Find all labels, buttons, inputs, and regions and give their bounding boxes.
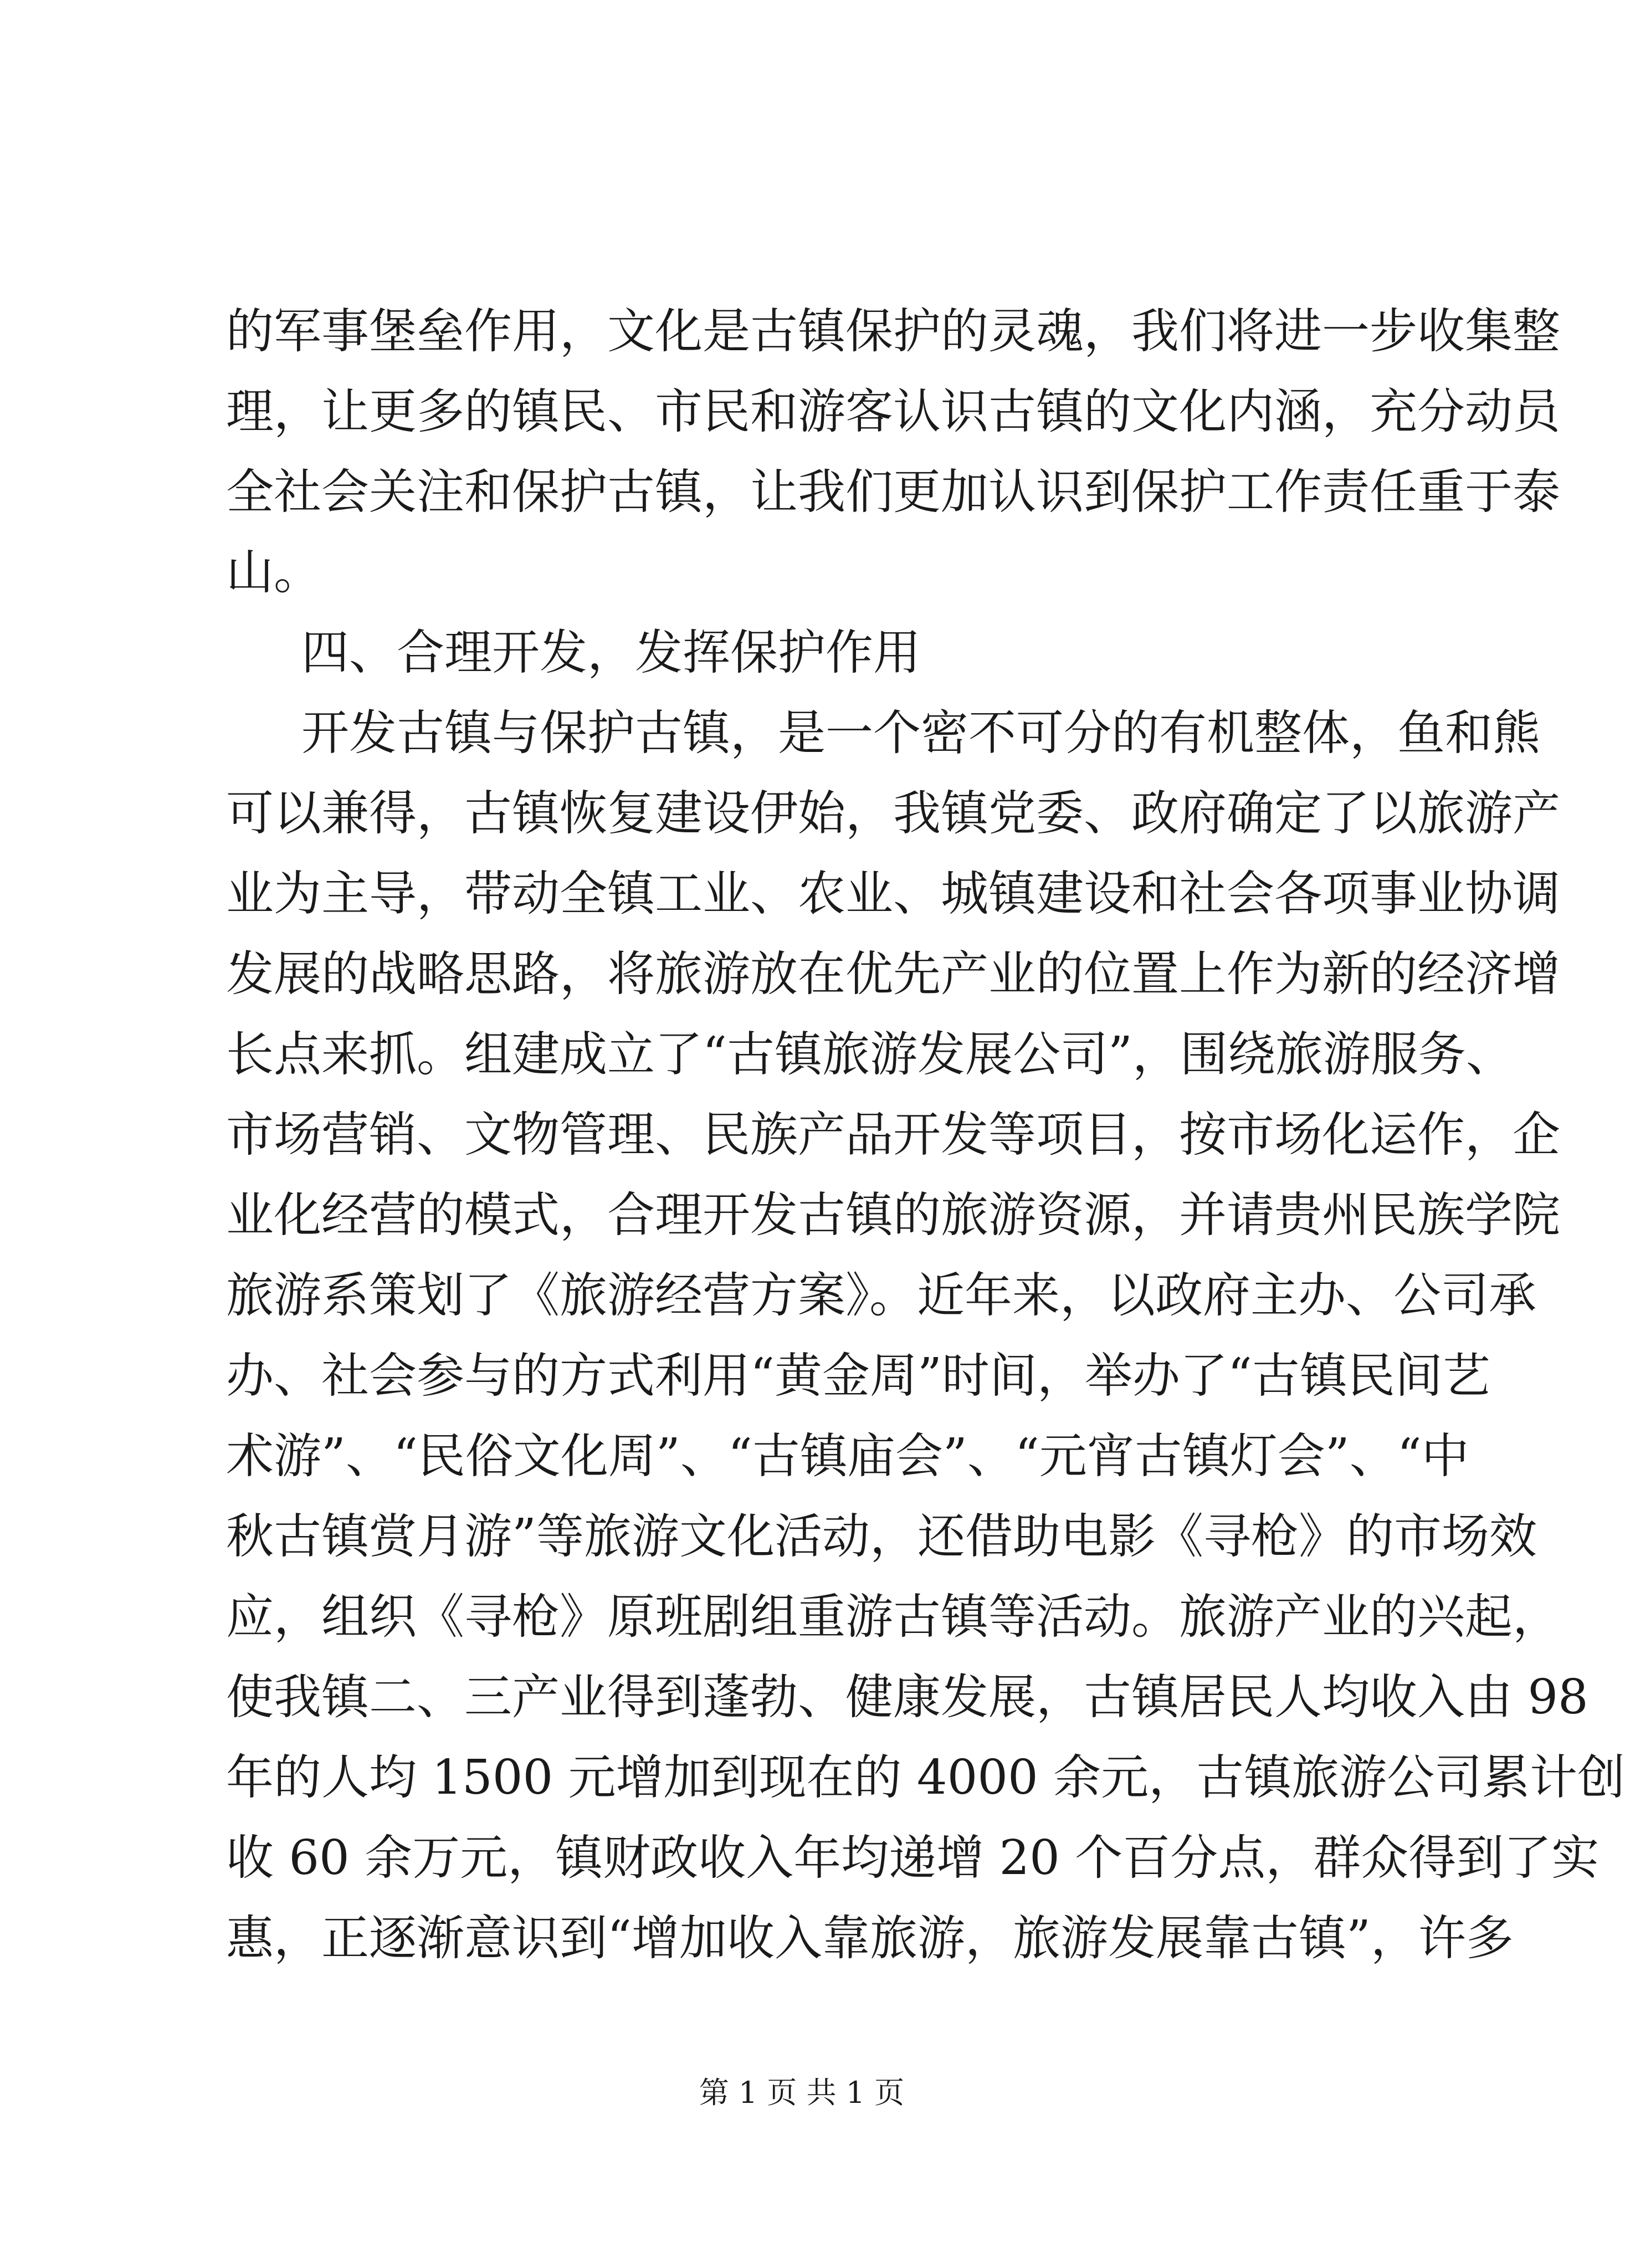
text-line: 长点来抓。组建成立了“古镇旅游发展公司”，围绕旅游服务、 bbox=[226, 1027, 1514, 1082]
text-line: 理，让更多的镇民、市民和游客认识古镇的文化内涵，充分动员 bbox=[226, 384, 1560, 439]
text-line: 应，组织《寻枪》原班剧组重游古镇等活动。旅游产业的兴起， bbox=[226, 1589, 1560, 1645]
text-line: 全社会关注和保护古镇，让我们更加认识到保护工作责任重于泰 bbox=[226, 464, 1560, 520]
text-line: 使我镇二、三产业得到蓬勃、健康发展，古镇居民人均收入由 98 bbox=[226, 1670, 1588, 1725]
text-line: 业为主导，带动全镇工业、农业、城镇建设和社会各项事业协调 bbox=[226, 866, 1560, 921]
text-line: 惠，正逐渐意识到“增加收入靠旅游，旅游发展靠古镇”，许多 bbox=[226, 1911, 1514, 1966]
text-line: 业化经营的模式，合理开发古镇的旅游资源，并请贵州民族学院 bbox=[226, 1187, 1560, 1243]
text-line: 旅游系策划了《旅游经营方案》。近年来，以政府主办、公司承 bbox=[226, 1268, 1536, 1323]
page-number-footer: 第 1 页 共 1 页 bbox=[699, 2075, 905, 2110]
document-body bbox=[226, 291, 1625, 1979]
text-line: 术游”、“民俗文化周”、“古镇庙会”、“元宵古镇灯会”、“中 bbox=[226, 1429, 1469, 1484]
text-line: 市场营销、文物管理、民族产品开发等项目，按市场化运作，企 bbox=[226, 1107, 1560, 1163]
text-line: 开发古镇与保护古镇，是一个密不可分的有机整体，鱼和熊 bbox=[301, 705, 1540, 761]
text-line: 年的人均 1500 元增加到现在的 4000 余元，古镇旅游公司累计创 bbox=[226, 1750, 1625, 1805]
text-line: 办、社会参与的方式利用“黄金周”时间，举办了“古镇民间艺 bbox=[226, 1348, 1490, 1404]
text-line: 可以兼得，古镇恢复建设伊始，我镇党委、政府确定了以旅游产 bbox=[226, 786, 1560, 841]
text-line: 收 60 余万元，镇财政收入年均递增 20 个百分点，群众得到了实 bbox=[226, 1830, 1600, 1886]
text-line: 山。 bbox=[226, 545, 321, 600]
text-line: 发展的战略思路，将旅游放在优先产业的位置上作为新的经济增 bbox=[226, 946, 1560, 1002]
section-heading: 四、合理开发，发挥保护作用 bbox=[301, 625, 921, 680]
text-line: 秋古镇赏月游”等旅游文化活动，还借助电影《寻枪》的市场效 bbox=[226, 1509, 1537, 1564]
text-line: 的军事堡垒作用，文化是古镇保护的灵魂，我们将进一步收集整 bbox=[226, 304, 1560, 359]
